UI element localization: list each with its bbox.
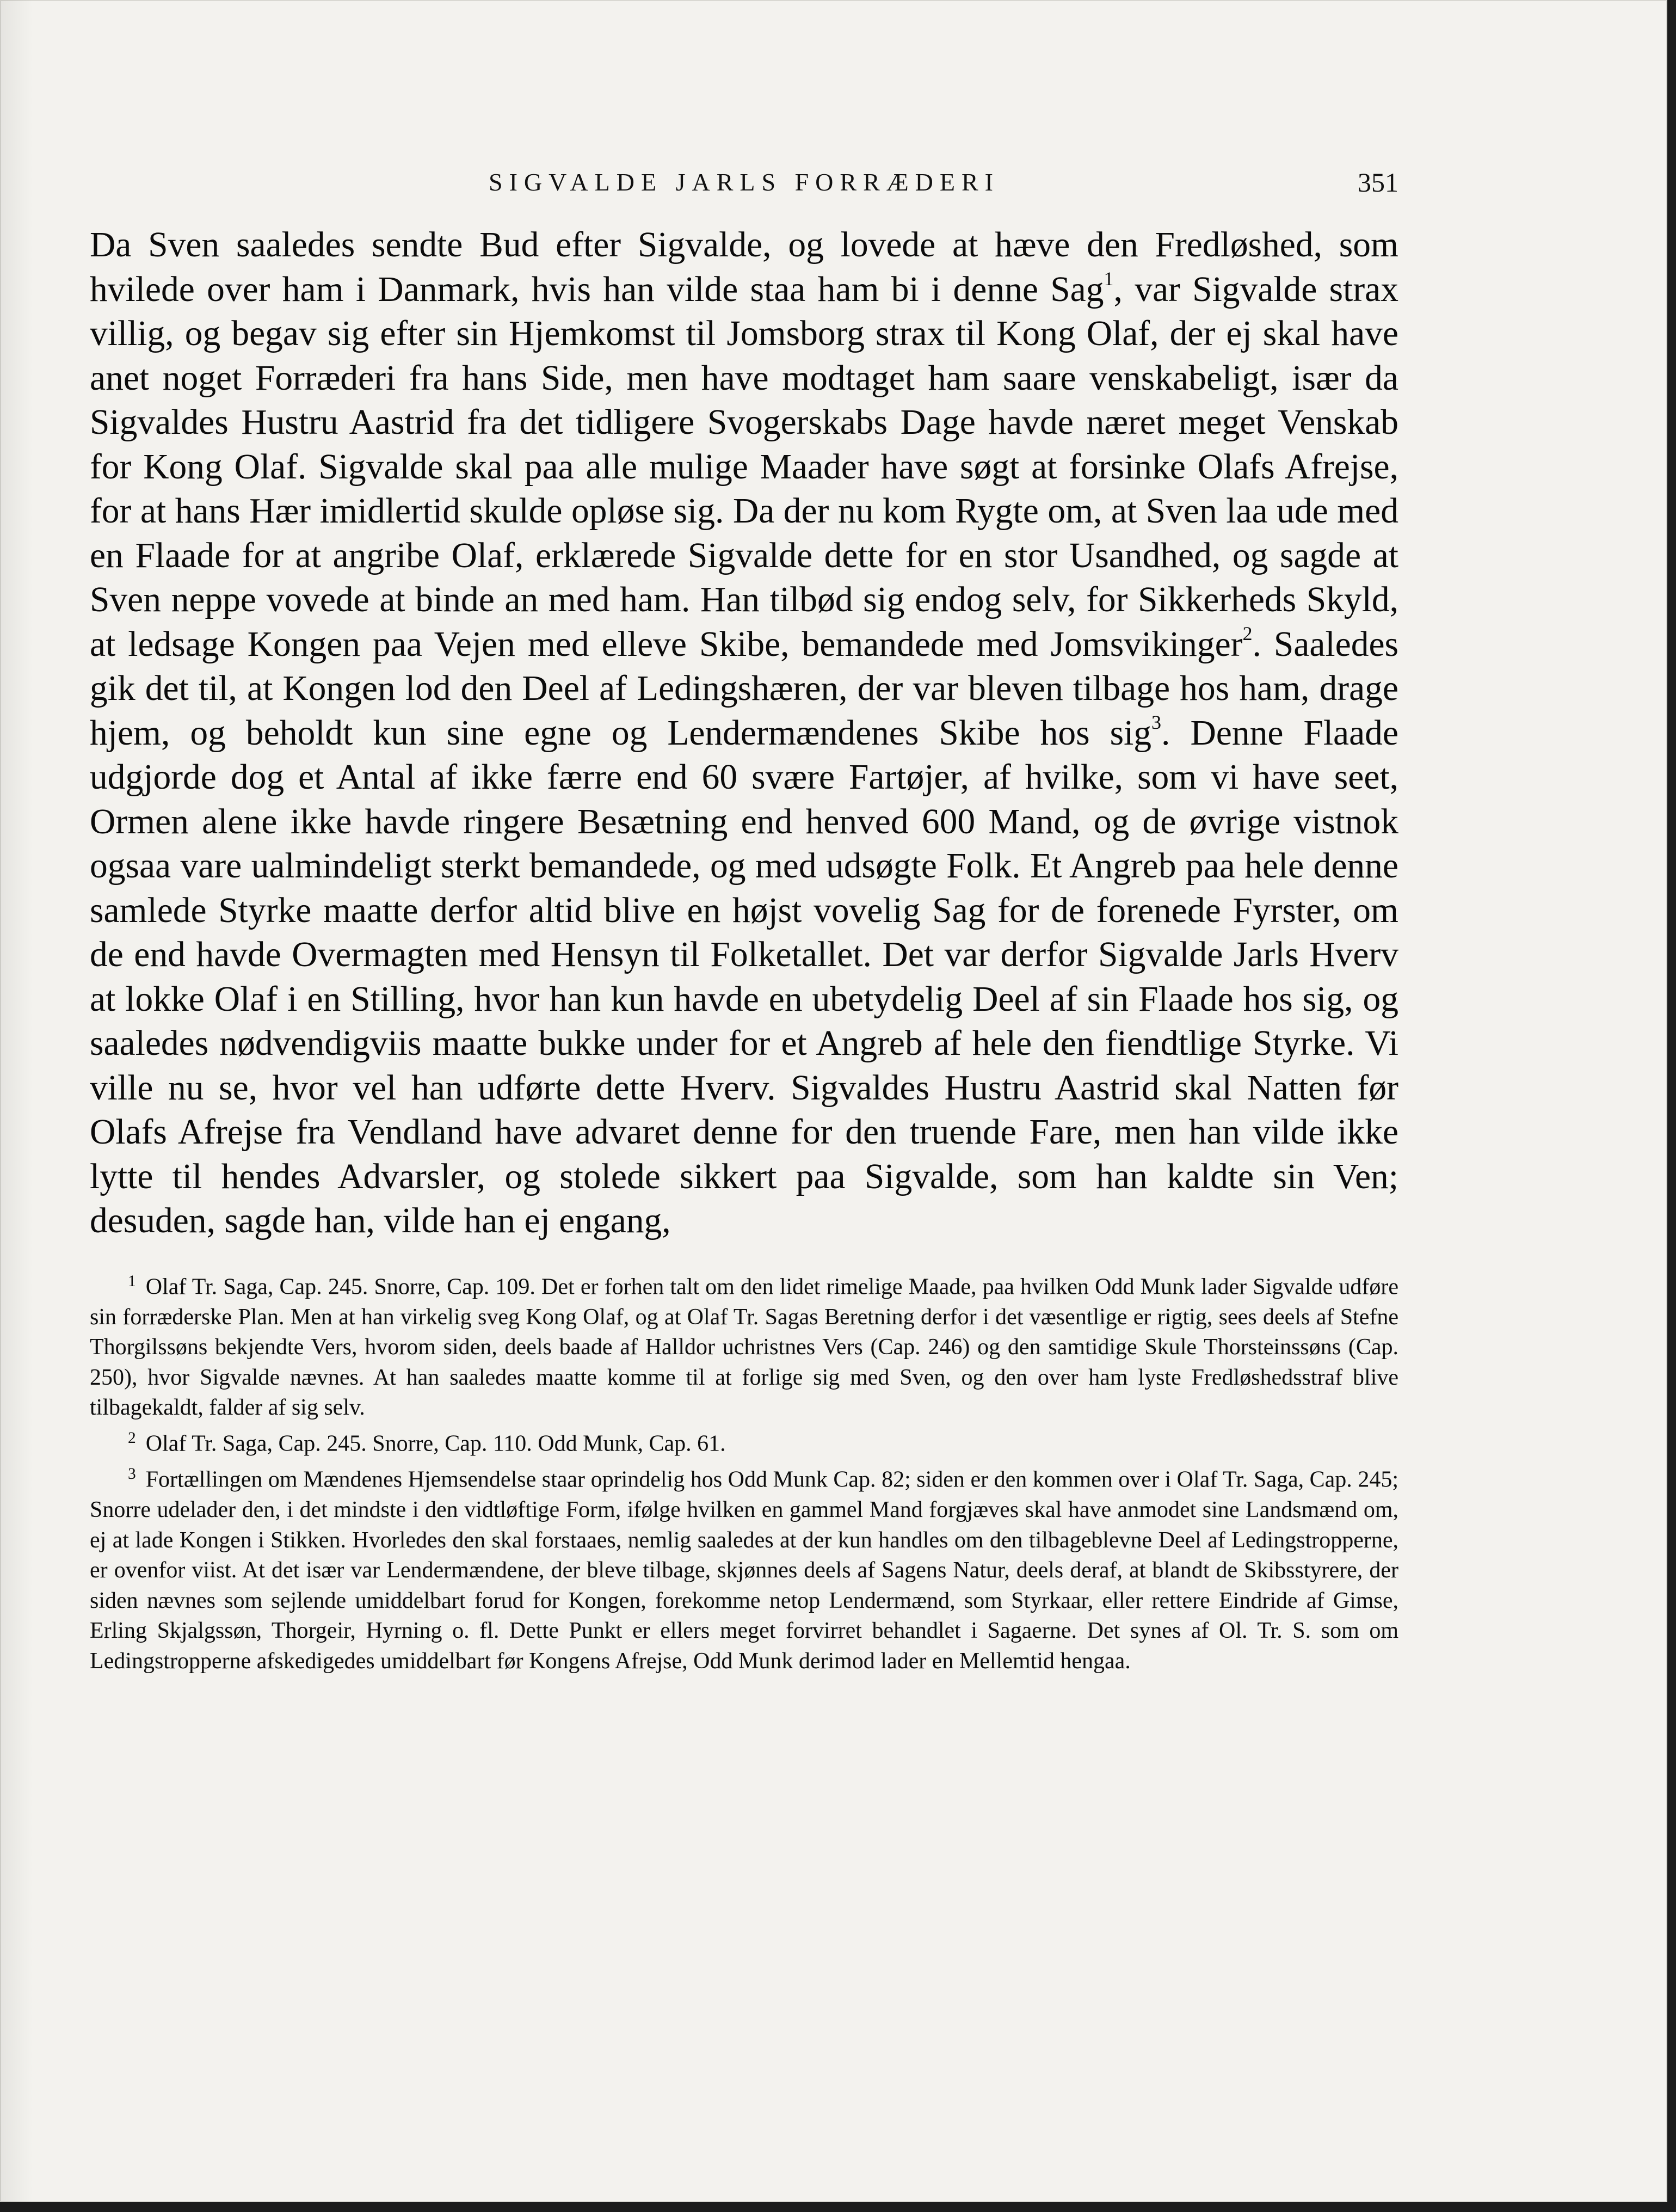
body-paragraph (90, 223, 1398, 1244)
body-text-segment-4: . Denne Flaade udgjorde dog et Antal af ikke færre end 60 svære Fartøjer, af hvilke, som vi have seet, Ormen alene ikke havde ringere Besætning end henved 600 Mand, og de øvrige vistnok ogsaa vare ualmindeligt sterkt bemandede, og med udsøgte Folk. Et Angreb paa hele denne samlede Styrke maatte derfor altid blive en højst vovelig Sag for de forenede Fyrster, om de end havde Overmagten med Hensyn til Folketallet. Det var derfor Sigvalde Jarls Hverv at lokke Olaf i en Stilling, hvor han kun havde en ubetydelig Deel af sin Flaade hos sig, og saaledes nødvendigviis maatte bukke under for et Angreb af hele den fiendtlige Styrke. Vi ville nu se, hvor vel han udførte dette Hverv. Sigvaldes Hustru Aastrid skal Natten før Olafs Afrejse fra Vendland have advaret denne for den truende Fare, men han vilde ikke lytte til hendes Advarsler, og stolede sikkert paa Sigvalde, som han kaldte sin Ven; desuden, sagde han, vilde han ej engang, (90, 713, 1398, 1240)
footnote-2 (90, 1423, 1398, 1459)
body-text-segment-2: , var Sigvalde strax villig, og begav sig efter sin Hjemkomst til Jomsborg strax til Kong Olaf, der ej skal have anet noget Forræderi fra hans Side, men have modtaget ham saare venskabeligt, især da Sigvaldes Hustru Aastrid fra det tidligere Svogerskabs Dage havde næret meget Venskab for Kong Olaf. Sigvalde skal paa alle mulige Maader have søgt at forsinke Olafs Afrejse, for at hans Hær imidlertid skulde opløse sig. Da der nu kom Rygte om, at Sven laa ude med en Flaade for at angribe Olaf, erklærede Sigvalde dette for en stor Usandhed, og sagde at Sven neppe vovede at binde an med ham. Han tilbød sig endog selv, for Sikkerheds Skyld, at ledsage Kongen paa Vejen med elleve Skibe, bemandede med Jomsvikinger (90, 269, 1399, 664)
running-title: SIGVALDE JARLS FORRÆDERI (489, 168, 1000, 196)
footnote-1 (90, 1267, 1398, 1423)
footnote-mark-3: 3 (128, 1465, 136, 1483)
footnotes (90, 1267, 1398, 1677)
body-text-segment-1: Da Sven saaledes sendte Bud efter Sigvalde, og lovede at hæve den Fredløshed, som hvilede over ham i Danmark, hvis han vilde staa ham bi i denne Sag (90, 225, 1398, 309)
footnote-mark-2: 2 (128, 1429, 136, 1447)
body-text-segment-3: . Saaledes gik det til, at Kongen lod den Deel af Ledingshæren, der var bleven tilbage hos ham, drage hjem, og beholdt kun sine egne og Lendermændenes Skibe hos sig (90, 624, 1399, 753)
page-content (90, 163, 1398, 1676)
footnote-ref-2: 2 (1242, 622, 1253, 644)
footnote-ref-3: 3 (1151, 711, 1162, 733)
running-header (90, 163, 1398, 201)
footnote-text-2: Olaf Tr. Saga, Cap. 245. Snorre, Cap. 110. Odd Munk, Cap. 61. (145, 1431, 726, 1457)
footnote-3 (90, 1459, 1398, 1676)
footnote-mark-1: 1 (128, 1272, 136, 1290)
footnote-text-1: Olaf Tr. Saga, Cap. 245. Snorre, Cap. 109. Det er forhen talt om den lidet rimelige Maade, paa hvilken Odd Munk lader Sigvalde udføre sin forræderske Plan. Men at han virkelig sveg Kong Olaf, og at Olaf Tr. Sagas Beretning derfor i det væsentlige er rigtig, sees deels af Stefne Thorgilssøns bekjendte Vers, hvorom siden, deels baade af Halldor uchristnes Vers (Cap. 246) og den samtidige Skule Thorsteinssøns (Cap. 250), hvor Sigvalde nævnes. At han saaledes maatte komme til at forlige sig med Sven, og den over ham lyste Fredløshedsstraf blive tilbagekaldt, falder af sig selv. (90, 1274, 1398, 1421)
footnote-text-3: Fortællingen om Mændenes Hjemsendelse staar oprindelig hos Odd Munk Cap. 82; siden er den kommen over i Olaf Tr. Saga, Cap. 245; Snorre udelader den, i det mindste i den vidtløftige Form, ifølge hvilken en gammel Mand forgjæves skal have anmodet sine Landsmænd om, ej at lade Kongen i Stikken. Hvorledes den skal forstaaes, nemlig saaledes at der kun handles om den tilbageblevne Deel af Ledingstropperne, er ovenfor viist. At det især var Lendermændene, der bleve tilbage, skjønnes deels af Sagens Natur, deels deraf, at blandt de Skibsstyrere, der siden nævnes som sejlende umiddelbart forud for Kongen, forekomme netop Lendermænd, som Styrkaar, eller rettere Eindride af Gimse, Erling Skjalgssøn, Thorgeir, Hyrning o. fl. Dette Punkt er ellers meget forvirret behandlet i Sagaerne. Det synes af Ol. Tr. S. som om Ledingstropperne afskedigedes umiddelbart før Kongens Afrejse, Odd Munk derimod lader en Mellemtid hengaa. (90, 1467, 1398, 1674)
page-shadow (0, 0, 33, 2202)
footnote-ref-1: 1 (1104, 267, 1114, 290)
page-number: 351 (1358, 167, 1398, 198)
main-text (90, 223, 1398, 1244)
